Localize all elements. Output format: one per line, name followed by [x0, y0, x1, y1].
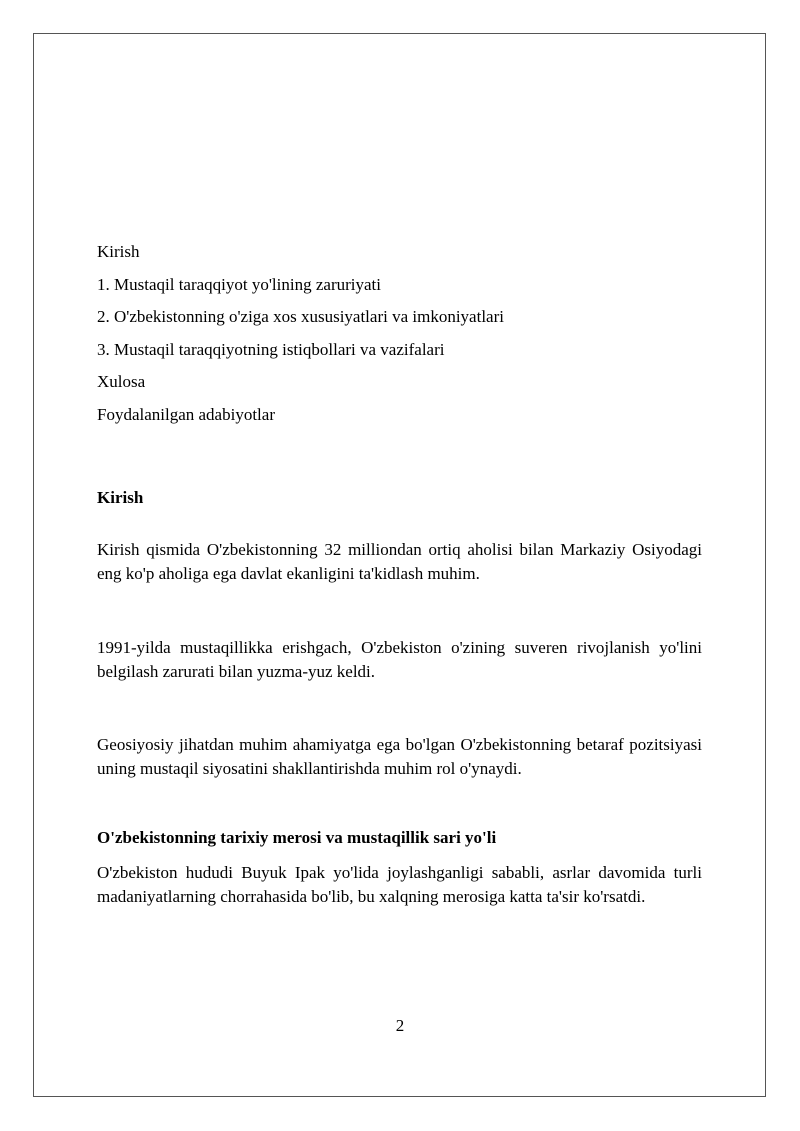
page-number: 2 — [395, 1016, 405, 1035]
intro-paragraph-3: Geosiyosiy jihatdan muhim ahamiyatga ega bo'lgan O'zbekistonning betaraf pozitsiyasi uning mustaqil siyosatini shakllantirishda muhim rol o'ynaydi. — [97, 734, 702, 778]
toc-item-conclusion: Xulosa — [97, 372, 146, 392]
intro-paragraph-1: Kirish qismida O'zbekistonning 32 milliondan ortiq aholisi bilan Markaziy Osiyodagi eng ko'p aholiga ega davlat ekanligini ta'kidlash muhim. — [97, 539, 702, 583]
toc-item-intro: Kirish — [97, 242, 140, 261]
history-paragraph: O'zbekiston hududi Buyuk Ipak yo'lida joylashganligi sababli, asrlar davomida turli madaniyatlarning chorrahasida bo'lib, bu xalqning merosiga katta ta'sir ko'rsatdi. — [97, 862, 702, 906]
history-heading: O'zbekistonning tarixiy merosi va mustaqillik sari yo'li — [97, 827, 497, 847]
toc-item-1: 1. Mustaqil taraqqiyot yo'lining zaruriyati — [97, 274, 381, 294]
table-of-contents — [97, 241, 702, 426]
toc-item-references: Foydalanilgan adabiyotlar — [97, 404, 275, 424]
intro-paragraph-2: 1991-yilda mustaqillikka erishgach, O'zbekiston o'zining suveren rivojlanish yo'lini belgilash zarurati bilan yuzma-yuz keldi. — [97, 637, 702, 681]
intro-heading: Kirish — [97, 487, 144, 507]
document-body — [97, 241, 702, 909]
toc-item-3: 3. Mustaqil taraqqiyotning istiqbollari va vazifalari — [97, 339, 445, 359]
toc-item-2: 2. O'zbekistonning o'ziga xos xususiyatlari va imkoniyatlari — [97, 307, 504, 327]
